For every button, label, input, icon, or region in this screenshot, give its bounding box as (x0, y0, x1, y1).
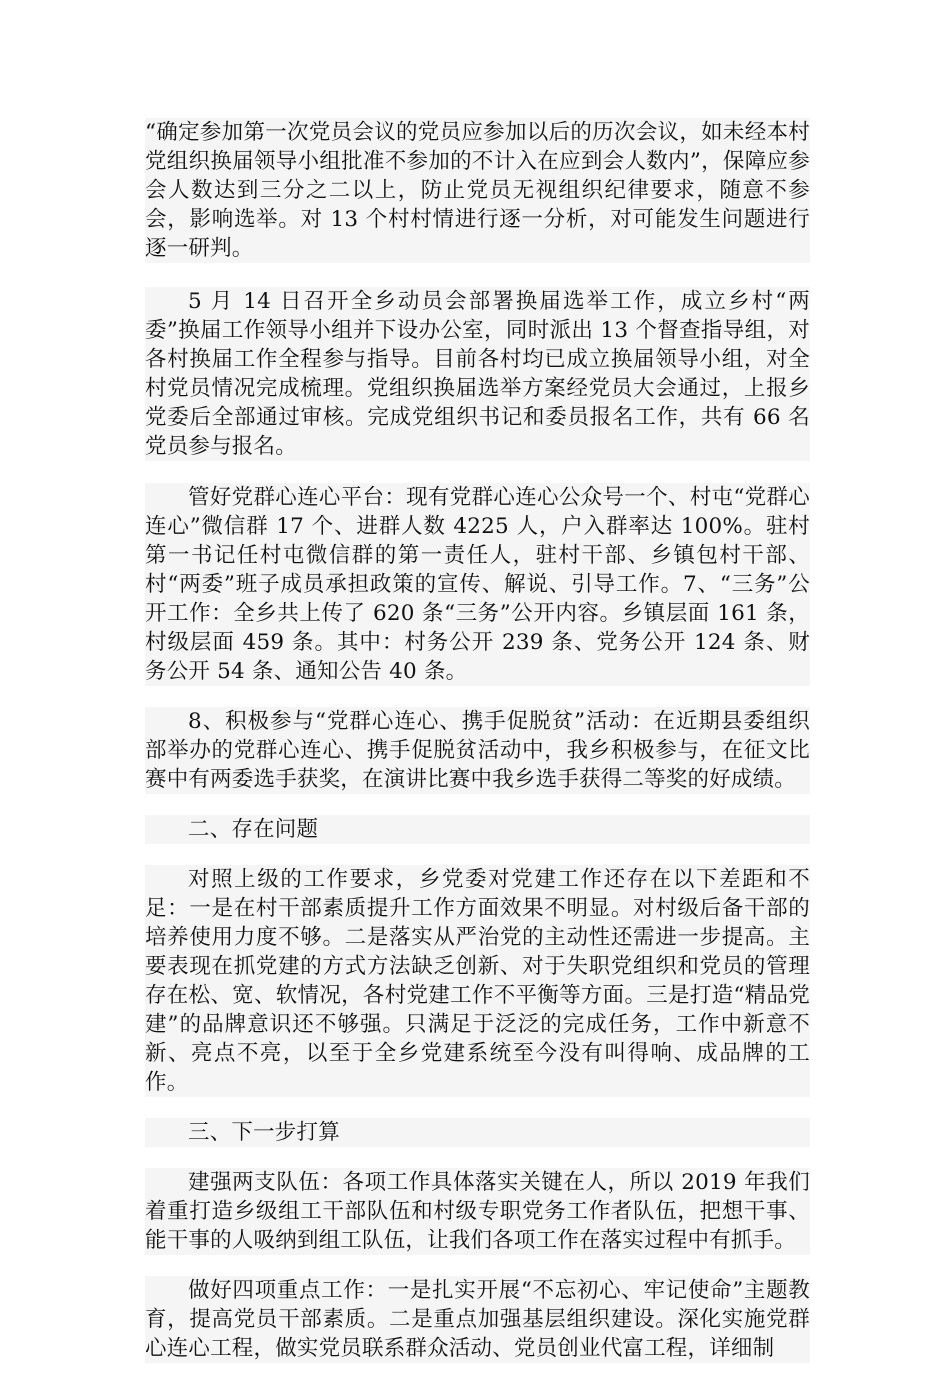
document-page (145, 118, 810, 1384)
paragraph-mobilization-meeting: 5 月 14 日召开全乡动员会部署换届选举工作，成立乡村“两委”换届工作领导小组并下设办公室，同时派出 13 个督查指导组，对各村换届工作全程参与指导。目前各村均已成立换届领导小组，对全村党员情况完成梳理。党组织换届选举方案经党员大会通过，上报乡党委后全部通过审核。完成党组织书记和委员报名工作，共有 66 名党员参与报名。 (145, 289, 810, 459)
section-heading-problems: 二、存在问题 (145, 815, 810, 844)
section-heading-next-steps: 三、下一步打算 (145, 1118, 810, 1147)
paragraph-poverty-activity: 8、积极参与“党群心连心、携手促脱贫”活动：在近期县委组织部举办的党群心连心、携手促脱贫活动中，我乡积极参与，在征文比赛中有两委选手获奖，在演讲比赛中我乡选手获得二等奖的好成绩。 (145, 709, 810, 792)
paragraph-four-key-tasks: 做好四项重点工作：一是扎实开展“不忘初心、牢记使命”主题教育，提高党员干部素质。二是重点加强基层组织建设。深化实施党群心连心工程，做实党员联系群众活动、党员创业代富工程，详细制 (145, 1278, 810, 1361)
paragraph-election-rules: “确定参加第一次党员会议的党员应参加以后的历次会议，如未经本村党组织换届领导小组批准不参加的不计入在应到会人数内”，保障应参会人数达到三分之二以上，防止党员无视组织纪律要求，随意不参会，影响选举。对 13 个村村情进行逐一分析，对可能发生问题进行逐一研判。 (145, 120, 810, 261)
paragraph-wechat-platform: 管好党群心连心平台：现有党群心连心公众号一个、村屯“党群心连心”微信群 17 个、进群人数 4225 人，户入群率达 100%。驻村第一书记任村屯微信群的第一责任人，驻村干部、乡镇包村干部、村“两委”班子成员承担政策的宣传、解说、引导工作。7、“三务”公开工作：全乡共上传了 620 条“三务”公开内容。乡镇层面 161 条，村级层面 459 条。其中：村务公开 239 条、党务公开 124 条、财务公开 54 条、通知公告 40 条。 (145, 485, 810, 684)
paragraph-problems: 对照上级的工作要求，乡党委对党建工作还存在以下差距和不足：一是在村干部素质提升工作方面效果不明显。对村级后备干部的培养使用力度不够。二是落实从严治党的主动性还需进一步提高。主要表现在抓党建的方式方法缺乏创新、对于失职党组织和党员的管理存在松、宽、软情况，各村党建工作不平衡等方面。三是打造“精品党建”的品牌意识还不够强。只满足于泛泛的完成任务，工作中新意不新、亮点不亮，以至于全乡党建系统至今没有叫得响、成品牌的工作。 (145, 867, 810, 1095)
paragraph-two-teams: 建强两支队伍：各项工作具体落实关键在人，所以 2019 年我们着重打造乡级组工干部队伍和村级专职党务工作者队伍，把想干事、能干事的人吸纳到组工队伍，让我们各项工作在落实过程中有抓手。 (145, 1170, 810, 1253)
